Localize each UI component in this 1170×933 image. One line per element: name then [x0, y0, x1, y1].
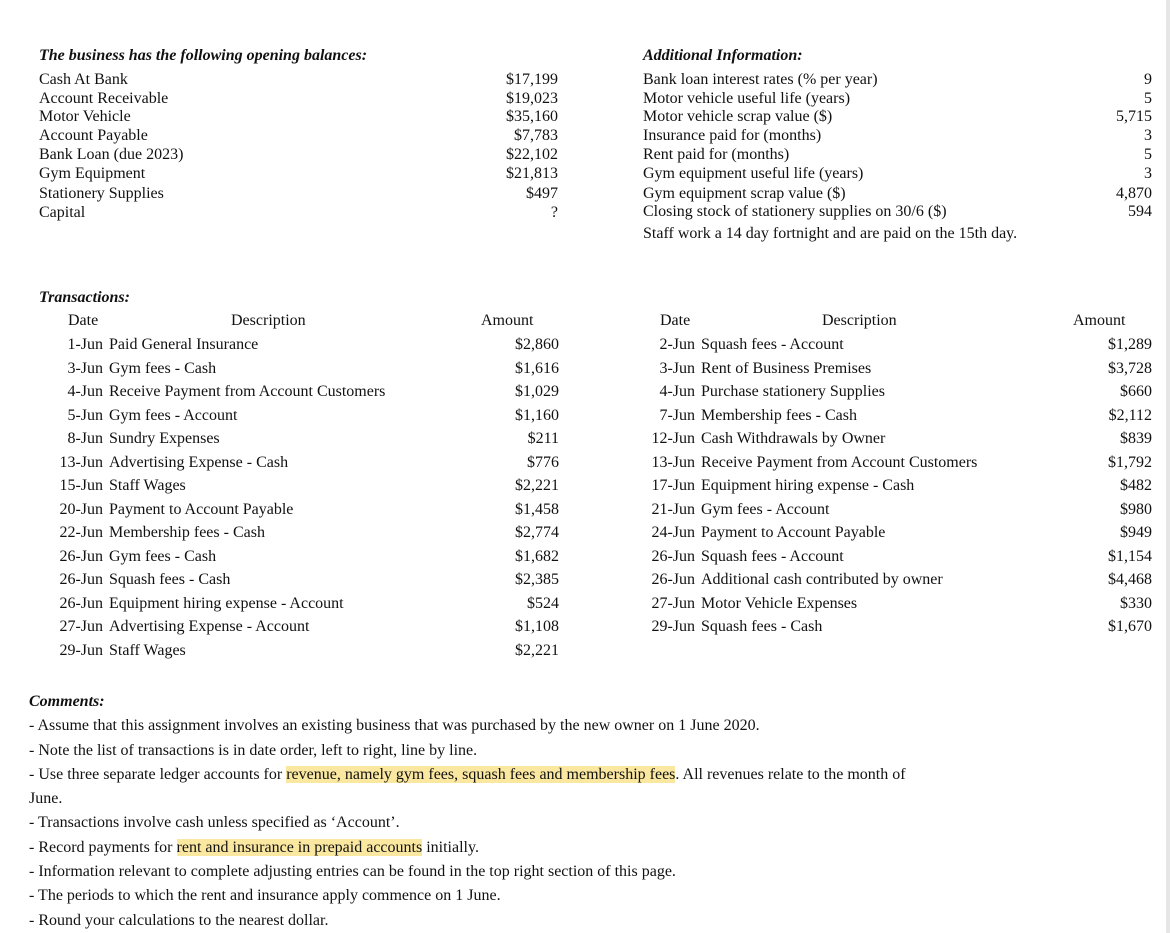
transaction-amount: $2,385	[515, 571, 559, 588]
transaction-description: Membership fees - Cash	[109, 524, 265, 541]
balance-value: $497	[526, 185, 558, 202]
highlighted-text: rent and insurance in prepaid accounts	[176, 838, 423, 856]
transaction-description: Equipment hiring expense - Cash	[701, 477, 915, 494]
balance-label: Capital	[39, 204, 86, 221]
comment-line	[29, 836, 1129, 860]
transaction-description: Squash fees - Cash	[109, 571, 231, 588]
info-value: 3	[1144, 165, 1152, 182]
transaction-date: 8-Jun	[67, 430, 103, 447]
transaction-row	[0, 498, 1170, 521]
transaction-amount: $1,108	[515, 618, 559, 635]
transaction-amount: $330	[1120, 594, 1152, 612]
transaction-description: Gym fees - Cash	[109, 547, 217, 565]
transaction-description: Payment to Account Payable	[701, 524, 886, 541]
transaction-description: Receive Payment from Account Customers	[701, 453, 978, 471]
info-row	[0, 107, 1170, 126]
transaction-description: Purchase stationery Supplies	[701, 383, 885, 400]
transaction-amount: $1,458	[515, 500, 559, 518]
left-description-header: Description	[231, 312, 306, 329]
transaction-date: 3-Jun	[659, 359, 695, 377]
transaction-date: 5-Jun	[67, 406, 103, 424]
transaction-row	[0, 545, 1170, 568]
comment-text: initially.	[422, 838, 479, 856]
transaction-description: Cash Withdrawals by Owner	[701, 430, 886, 447]
balance-label: Bank Loan (due 2023)	[39, 146, 184, 163]
balance-value: $19,023	[506, 90, 558, 107]
transaction-description: Additional cash contributed by owner	[701, 571, 943, 588]
transaction-row	[0, 474, 1170, 497]
transaction-date: 29-Jun	[651, 618, 695, 635]
transaction-description: Advertising Expense - Account	[109, 618, 310, 635]
transaction-date: 26-Jun	[59, 594, 103, 612]
transaction-date: 20-Jun	[59, 500, 103, 518]
info-value: 5	[1144, 90, 1152, 107]
transaction-date: 22-Jun	[59, 524, 103, 541]
transaction-date: 13-Jun	[59, 453, 103, 471]
transaction-amount: $2,221	[515, 641, 559, 659]
comment-text: . All revenues relate to the month of	[675, 765, 906, 783]
transaction-description: Gym fees - Account	[109, 406, 238, 424]
comment-line: - Information relevant to complete adjusting entries can be found in the top right section of this page.	[29, 863, 676, 881]
transaction-amount: $211	[527, 430, 559, 447]
comment-text: - Record payments for	[29, 838, 177, 856]
right-description-header: Description	[822, 312, 897, 329]
transaction-row	[0, 357, 1170, 380]
transaction-row	[0, 615, 1170, 638]
transaction-description: Receive Payment from Account Customers	[109, 383, 386, 400]
transaction-description: Equipment hiring expense - Account	[109, 594, 344, 612]
transaction-date: 26-Jun	[59, 547, 103, 565]
transaction-description: Staff Wages	[109, 641, 186, 659]
info-row	[0, 70, 1170, 89]
info-row	[0, 164, 1170, 183]
transaction-amount: $660	[1120, 383, 1152, 400]
transaction-row	[0, 639, 1170, 662]
comment-text: - Use three separate ledger accounts for	[29, 765, 287, 783]
balance-label: Stationery Supplies	[39, 185, 164, 202]
additional-info-heading: Additional Information:	[643, 47, 803, 64]
transaction-date: 4-Jun	[659, 383, 695, 400]
transaction-row	[0, 427, 1170, 450]
transaction-date: 12-Jun	[651, 430, 695, 447]
transaction-description: Squash fees - Account	[701, 336, 844, 353]
info-value: 594	[1128, 203, 1152, 220]
info-row	[0, 89, 1170, 108]
transaction-description: Gym fees - Account	[701, 500, 830, 518]
transaction-date: 13-Jun	[651, 453, 695, 471]
transaction-description: Advertising Expense - Cash	[109, 453, 289, 471]
info-label: Closing stock of stationery supplies on 30/6 ($)	[643, 203, 947, 220]
transaction-description: Staff Wages	[109, 477, 186, 494]
transaction-amount: $3,728	[1108, 359, 1152, 377]
transaction-date: 17-Jun	[651, 477, 695, 494]
info-row	[0, 202, 1170, 221]
transaction-row	[0, 521, 1170, 544]
transaction-amount: $1,682	[515, 547, 559, 565]
info-label: Gym equipment useful life (years)	[643, 165, 864, 182]
transaction-amount: $2,860	[515, 336, 559, 353]
transaction-row	[0, 451, 1170, 474]
comment-line: - The periods to which the rent and insurance apply commence on 1 June.	[29, 887, 501, 905]
balance-label: Gym Equipment	[39, 165, 146, 182]
left-date-header: Date	[68, 312, 99, 329]
balance-value: ?	[550, 204, 558, 221]
opening-balances-heading: The business has the following opening balances:	[39, 47, 368, 64]
info-value: 4,870	[1116, 185, 1152, 202]
transaction-amount: $1,289	[1108, 336, 1152, 353]
transaction-date: 2-Jun	[659, 336, 695, 353]
transaction-amount: $2,112	[1108, 406, 1152, 424]
transaction-amount: $1,616	[515, 359, 559, 377]
transactions-heading: Transactions:	[39, 289, 130, 306]
info-value: 3	[1144, 127, 1152, 144]
transaction-description: Motor Vehicle Expenses	[701, 594, 858, 612]
info-label: Bank loan interest rates (% per year)	[643, 71, 878, 88]
comment-line: - Round your calculations to the nearest dollar.	[29, 911, 329, 929]
transaction-amount: $524	[527, 594, 559, 612]
transaction-date: 7-Jun	[659, 406, 695, 424]
info-row	[0, 145, 1170, 164]
balance-value: $17,199	[506, 71, 558, 88]
transaction-date: 21-Jun	[651, 500, 695, 518]
balance-label: Motor Vehicle	[39, 108, 131, 125]
transaction-date: 4-Jun	[67, 383, 103, 400]
balance-label: Cash At Bank	[39, 71, 128, 88]
comment-line	[29, 763, 1129, 787]
transaction-amount: $482	[1120, 477, 1152, 494]
balance-value: $7,783	[514, 127, 558, 144]
transaction-date: 3-Jun	[67, 359, 103, 377]
page-edge-divider	[1166, 0, 1170, 933]
info-row	[0, 126, 1170, 145]
transaction-date: 1-Jun	[67, 336, 103, 353]
transaction-date: 26-Jun	[651, 547, 695, 565]
transaction-description: Payment to Account Payable	[109, 500, 294, 518]
balance-value: $35,160	[506, 108, 558, 125]
transaction-date: 15-Jun	[59, 477, 103, 494]
transaction-row	[0, 592, 1170, 615]
transaction-row	[0, 568, 1170, 591]
comments-heading: Comments:	[29, 693, 105, 710]
balance-label: Account Receivable	[39, 90, 169, 107]
info-label: Motor vehicle scrap value ($)	[643, 108, 833, 125]
transaction-date: 29-Jun	[59, 641, 103, 659]
info-value: 5	[1144, 146, 1152, 163]
info-value: 9	[1144, 71, 1152, 88]
comment-line: June.	[29, 790, 63, 808]
balance-value: $21,813	[506, 165, 558, 182]
transaction-amount: $2,774	[515, 524, 559, 541]
transaction-date: 24-Jun	[651, 524, 695, 541]
transaction-amount: $1,670	[1108, 618, 1152, 635]
transaction-amount: $839	[1120, 430, 1152, 447]
transaction-row	[0, 333, 1170, 356]
transaction-amount: $1,154	[1108, 547, 1152, 565]
transaction-date: 27-Jun	[651, 594, 695, 612]
highlighted-text: revenue, namely gym fees, squash fees and membership fees	[286, 765, 676, 783]
transaction-date: 26-Jun	[651, 571, 695, 588]
comments-section	[29, 690, 1129, 933]
transaction-description: Squash fees - Account	[701, 547, 844, 565]
transaction-date: 27-Jun	[59, 618, 103, 635]
staff-note: Staff work a 14 day fortnight and are paid on the 15th day.	[643, 225, 1018, 242]
transaction-description: Rent of Business Premises	[701, 359, 872, 377]
comment-line: - Transactions involve cash unless specified as ‘Account’.	[29, 814, 400, 832]
balance-value: $22,102	[506, 146, 558, 163]
transaction-row	[0, 404, 1170, 427]
left-amount-header: Amount	[481, 312, 534, 329]
transaction-description: Membership fees - Cash	[701, 406, 857, 424]
transaction-amount: $2,221	[515, 477, 559, 494]
info-value: 5,715	[1116, 108, 1152, 125]
transaction-amount: $776	[527, 453, 559, 471]
right-date-header: Date	[660, 312, 691, 329]
info-label: Rent paid for (months)	[643, 146, 790, 163]
transaction-amount: $4,468	[1108, 571, 1152, 588]
right-amount-header: Amount	[1073, 312, 1126, 329]
info-label: Insurance paid for (months)	[643, 127, 822, 144]
transaction-description: Squash fees - Cash	[701, 618, 823, 635]
transaction-description: Gym fees - Cash	[109, 359, 217, 377]
transaction-amount: $1,792	[1108, 453, 1152, 471]
transaction-description: Paid General Insurance	[109, 336, 259, 353]
info-label: Gym equipment scrap value ($)	[643, 185, 846, 202]
comment-line: - Note the list of transactions is in date order, left to right, line by line.	[29, 741, 478, 759]
transaction-row	[0, 380, 1170, 403]
balance-label: Account Payable	[39, 127, 148, 144]
transaction-amount: $1,160	[515, 406, 559, 424]
transaction-description: Sundry Expenses	[109, 430, 220, 447]
info-label: Motor vehicle useful life (years)	[643, 90, 851, 107]
transaction-amount: $980	[1120, 500, 1152, 518]
transaction-amount: $1,029	[515, 383, 559, 400]
info-row	[0, 184, 1170, 203]
comment-line: - Assume that this assignment involves an existing business that was purchased by the new owner on 1 June 2020.	[29, 717, 760, 735]
transaction-date: 26-Jun	[59, 571, 103, 588]
transaction-amount: $949	[1120, 524, 1152, 541]
